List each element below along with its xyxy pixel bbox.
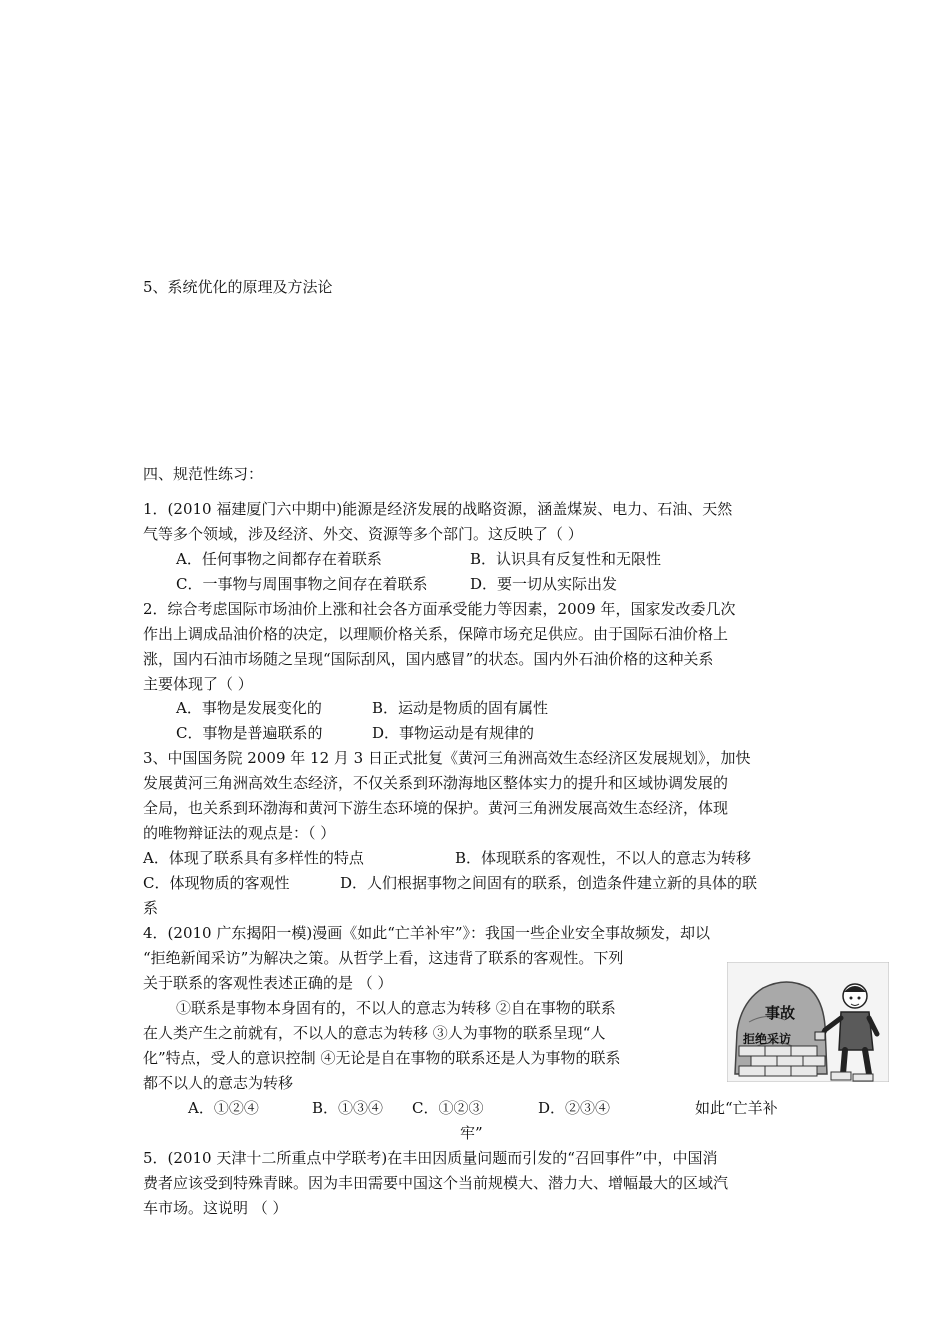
section-4-heading: 四、规范性练习： <box>143 465 264 483</box>
q2-text-line-1: 2．综合考虑国际市场油价上涨和社会各方面承受能力等因素，2009 年，国家发改委几次 <box>143 600 736 618</box>
q2-text-line-2: 作出上调成品油价格的决定，以理顺价格关系，保障市场充足供应。由于国际石油价格上 <box>143 625 729 643</box>
q2-option-c: C．事物是普遍联系的 <box>176 724 323 742</box>
q4-statement-line-4: 都不以人的意志为转移 <box>143 1074 294 1092</box>
q2-text-line-4: 主要体现了（ ） <box>143 675 253 693</box>
q4-text-line-1: 4．(2010 广东揭阳一模)漫画《如此“亡羊补牢”》：我国一些企业安全事故频发，却以 <box>143 924 711 942</box>
q4-option-d: D．②③④ <box>538 1099 611 1117</box>
q1-text-line-1: 1．(2010 福建厦门六中期中)能源是经济发展的战略资源，涵盖煤炭、电力、石油、天然 <box>143 500 733 518</box>
q1-option-d: D．要一切从实际出发 <box>470 575 618 593</box>
q2-option-a: A．事物是发展变化的 <box>176 699 322 717</box>
q3-option-c: C．体现物质的客观性 <box>143 874 290 892</box>
q3-option-b: B．体现联系的客观性，不以人的意志为转移 <box>455 849 752 867</box>
q2-option-d: D．事物运动是有规律的 <box>372 724 535 742</box>
q4-text-line-2: “拒绝新闻采访”为解决之策。从哲学上看，这违背了联系的客观性。下列 <box>143 949 624 967</box>
q2-option-b: B．运动是物质的固有属性 <box>372 699 549 717</box>
cartoon-label-refuse-interview: 拒绝采访 <box>743 1032 792 1046</box>
q3-text-line-3: 全局，也关系到环渤海和黄河下游生态环境的保护。黄河三角洲发展高效生态经济，体现 <box>143 799 729 817</box>
q5-text-line-2: 费者应该受到特殊青睐。因为丰田需要中国这个当前规模大、潜力大、增幅最大的区域汽 <box>143 1174 729 1192</box>
q1-option-b: B．认识具有反复性和无限性 <box>470 550 662 568</box>
section-5-heading: 5、系统优化的原理及方法论 <box>143 278 333 296</box>
brick-wall <box>739 1046 825 1076</box>
q1-option-c: C．一事物与周围事物之间存在着联系 <box>176 575 428 593</box>
q4-option-a: A．①②④ <box>188 1099 259 1117</box>
q3-text-line-2: 发展黄河三角洲高效生态经济，不仅关系到环渤海地区整体实力的提升和区域协调发展的 <box>143 774 729 792</box>
q1-text-line-2: 气等多个领域，涉及经济、外交、资源等多个部门。这反映了（ ） <box>143 525 583 543</box>
q2-text-line-3: 涨，国内石油市场随之呈现“国际刮风，国内感冒”的状态。国内外石油价格的这种关系 <box>143 650 714 668</box>
q4-statement-line-2: 在人类产生之前就有，不以人的意志为转移 ③人为事物的联系呈现“人 <box>143 1024 606 1042</box>
q4-statement-line-3: 化”特点，受人的意识控制 ④无论是自在事物的联系还是人为事物的联系 <box>143 1049 621 1067</box>
cartoon-label-accident: 事故 <box>765 1004 796 1022</box>
q3-option-a: A．体现了联系具有多样性的特点 <box>143 849 364 867</box>
q1-option-a: A．任何事物之间都存在着联系 <box>176 550 382 568</box>
cartoon-illustration <box>727 962 889 1082</box>
q4-statement-line-1: ①联系是事物本身固有的，不以人的意志为转移 ②自在事物的联系 <box>176 999 616 1017</box>
q3-text-line-1: 3、中国国务院 2009 年 12 月 3 日正式批复《黄河三角洲高效生态经济区发展规划》，加快 <box>143 749 751 767</box>
q3-option-d-line-1: D．人们根据事物之间固有的联系，创造条件建立新的具体的联 <box>340 874 758 892</box>
q3-text-line-4: 的唯物辩证法的观点是：（ ） <box>143 824 336 842</box>
cartoon-caption-line-2: 牢” <box>460 1124 483 1142</box>
q4-option-b: B．①③④ <box>312 1099 384 1117</box>
q3-option-d-line-2: 系 <box>143 899 159 917</box>
cartoon-caption-line-1: 如此“亡羊补 <box>695 1099 778 1117</box>
q4-option-c: C．①②③ <box>412 1099 484 1117</box>
q4-text-line-3: 关于联系的客观性表述正确的是 （ ） <box>143 974 393 992</box>
q5-text-line-1: 5．(2010 天津十二所重点中学联考)在丰田因质量问题而引发的“召回事件”中，中国消 <box>143 1149 718 1167</box>
q5-text-line-3: 车市场。这说明 （ ） <box>143 1199 288 1217</box>
